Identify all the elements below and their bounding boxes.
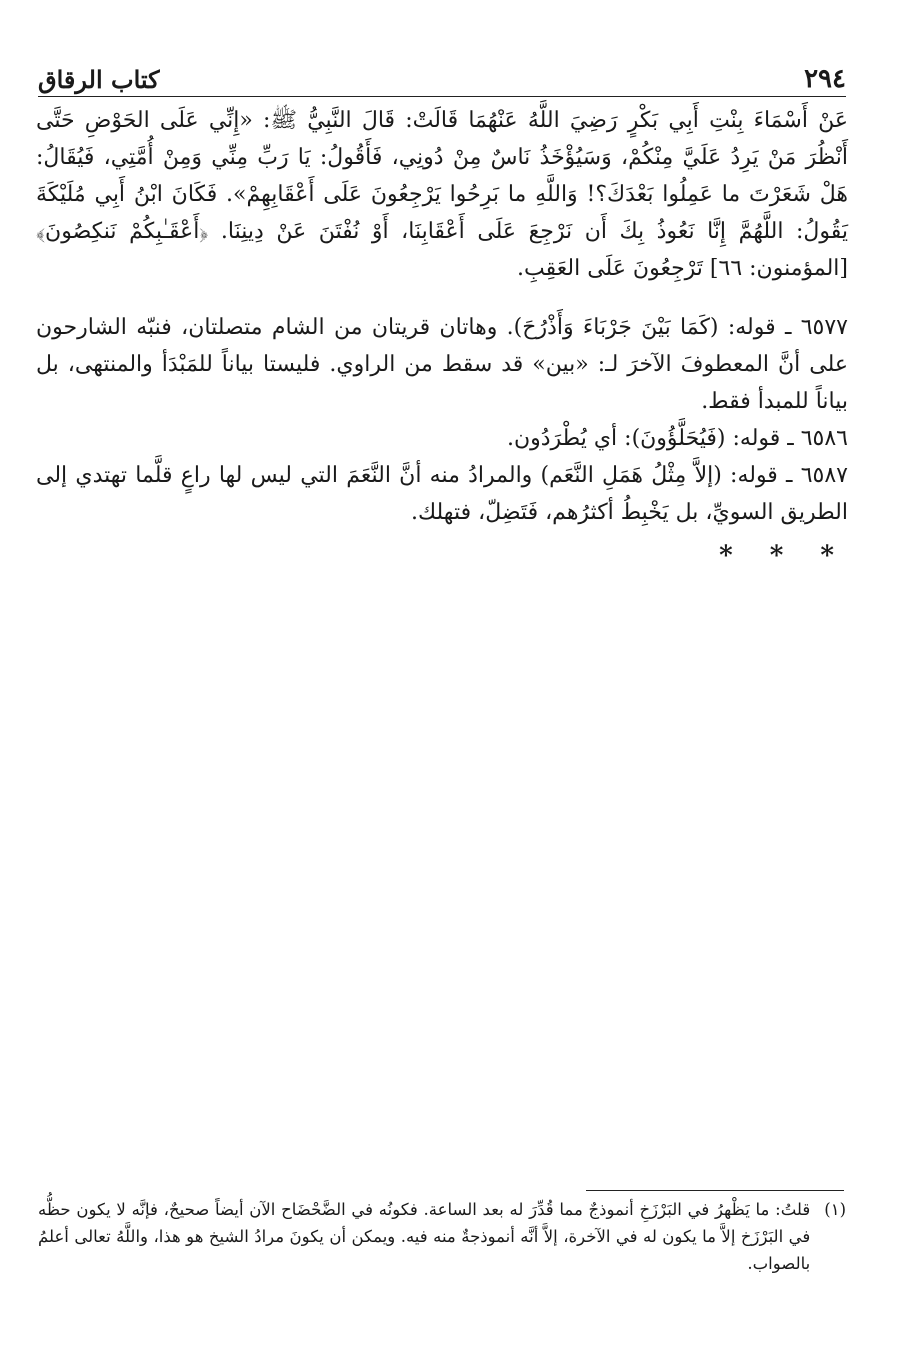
commentary-6587: ٦٥٨٧ ـ قوله: (إلاَّ مِثْلُ هَمَلِ النَّعَم) والمرادُ منه أنَّ النَّعَمَ التي ليس لها راعٍ قلَّما تهتدي إلى الطريق السويِّ، بل يَخْبِطُ أكثرُهم، فَتَضِلّ، فتهلك. xyxy=(36,463,848,525)
paragraph-spacer xyxy=(36,287,848,309)
page-number: ٢٩٤ xyxy=(804,64,846,94)
hadith-paragraph: عَنْ أَسْمَاءَ بِنْتِ أَبِي بَكْرٍ رَضِيَ اللَّهُ عَنْهُمَا قَالَتْ: قَالَ النَّبِيُّ ﷺ: «إِنِّي عَلَى الحَوْضِ حَتَّى أَنْظُرَ مَنْ يَرِدُ عَلَيَّ مِنْكُمْ، وَسَيُؤْخَذُ نَاسٌ مِنْ دُونِي، فَأَقُولُ: يَا رَبِّ مِنِّي وَمِنْ أُمَّتِي، فَيُقَالُ: هَلْ شَعَرْتَ ما عَمِلُوا بَعْدَكَ؟! وَاللَّهِ ما بَرِحُوا يَرْجِعُونَ عَلَى أَعْقَابِهِمْ». فَكَانَ ابْنُ أَبِي مُلَيْكَةَ يَقُولُ: اللَّهُمَّ إِنَّا نَعُوذُ بِكَ أَن نَرْجِعَ عَلَى أَعْقَابِنَا، أَوْ نُفْتَنَ عَنْ دِينِنَا. ﴿أَعْقَـٰبِكُمْ نَنكِصُونَ﴾ [المؤمنون: ٦٦] تَرْجِعُونَ عَلَى العَقِبِ. xyxy=(36,108,848,281)
commentary-6586: ٦٥٨٦ ـ قوله: (فَيُحَلَّؤُونَ): أي يُطْرَدُون. xyxy=(506,426,848,451)
footnote-marker: (١) xyxy=(824,1200,846,1219)
book-title: كتاب الرقاق xyxy=(38,65,160,94)
footnote-divider xyxy=(586,1190,844,1191)
section-separator: * * * xyxy=(719,541,848,571)
footnote-text: قلتُ: ما يَظْهرُ في البَرْزَخِ أنموذجٌ مما قُدِّرَ له بعد الساعة. فكونُه في الضَّحْضَاح الآن أيضاً صحيحٌ، فإنَّه لا يكون حظُّه في البَرْزَخ إلاَّ ما يكون له في الآخرة، إلاَّ أنَّه أنموذجةٌ منه فيه. ويمكن أن يكونَ مرادُ الشيخ هو هذا، واللَّهُ تعالى أعلمُ بالصواب. xyxy=(38,1200,811,1273)
page-header xyxy=(38,52,846,92)
footnote xyxy=(38,1196,846,1277)
header-divider xyxy=(38,96,846,97)
main-text xyxy=(36,102,848,571)
commentary-6577: ٦٥٧٧ ـ قوله: (كَمَا بَيْنَ جَرْبَاءَ وَأَذْرُحَ). وهاتان قريتان من الشام متصلتان، فنبّه الشارحون على أنَّ المعطوفَ الآخرَ لـ: «بين» قد سقط من الراوي. فليستا بياناً للمَبْدَأ والمنتهى، بل بياناً للمبدأ فقط. xyxy=(36,315,848,414)
